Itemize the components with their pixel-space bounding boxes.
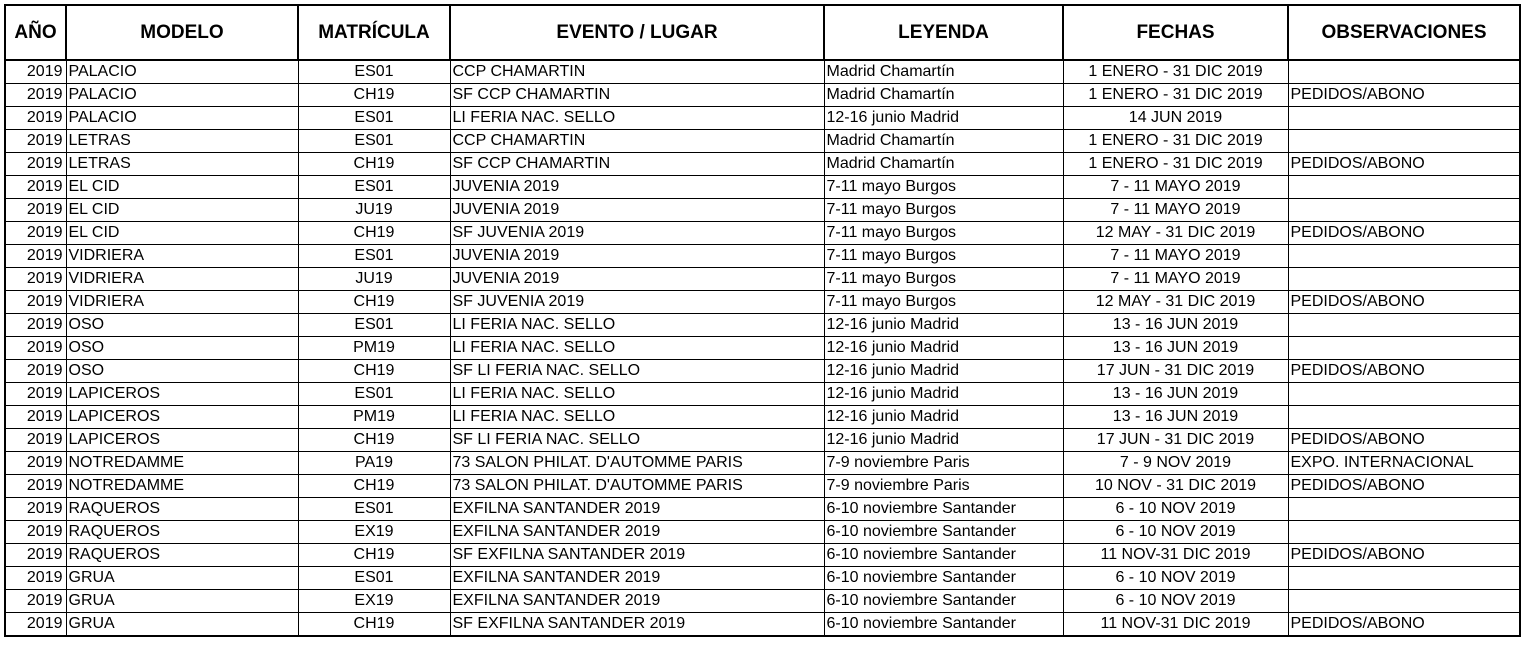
cell-leyenda: 6-10 noviembre Santander bbox=[824, 498, 1063, 521]
cell-evento: EXFILNA SANTANDER 2019 bbox=[450, 498, 824, 521]
cell-anio: 2019 bbox=[5, 360, 66, 383]
cell-anio: 2019 bbox=[5, 498, 66, 521]
cell-matricula: JU19 bbox=[298, 199, 450, 222]
table-row bbox=[5, 245, 1520, 268]
table-row bbox=[5, 107, 1520, 130]
cell-leyenda: 7-9 noviembre Paris bbox=[824, 452, 1063, 475]
cell-leyenda: 12-16 junio Madrid bbox=[824, 360, 1063, 383]
data-table bbox=[4, 4, 1521, 637]
cell-obs: PEDIDOS/ABONO bbox=[1288, 475, 1520, 498]
cell-fechas: 1 ENERO - 31 DIC 2019 bbox=[1063, 60, 1288, 84]
table-row bbox=[5, 429, 1520, 452]
cell-fechas: 13 - 16 JUN 2019 bbox=[1063, 383, 1288, 406]
cell-modelo: LAPICEROS bbox=[66, 406, 298, 429]
cell-evento: LI FERIA NAC. SELLO bbox=[450, 107, 824, 130]
cell-fechas: 12 MAY - 31 DIC 2019 bbox=[1063, 291, 1288, 314]
table-row bbox=[5, 613, 1520, 637]
cell-matricula: ES01 bbox=[298, 498, 450, 521]
cell-fechas: 7 - 11 MAYO 2019 bbox=[1063, 268, 1288, 291]
cell-anio: 2019 bbox=[5, 222, 66, 245]
cell-modelo: OSO bbox=[66, 337, 298, 360]
cell-matricula: EX19 bbox=[298, 590, 450, 613]
cell-fechas: 11 NOV-31 DIC 2019 bbox=[1063, 544, 1288, 567]
cell-matricula: CH19 bbox=[298, 429, 450, 452]
header-matricula: MATRÍCULA bbox=[298, 5, 450, 60]
cell-evento: CCP CHAMARTIN bbox=[450, 60, 824, 84]
cell-anio: 2019 bbox=[5, 613, 66, 637]
cell-evento: JUVENIA 2019 bbox=[450, 245, 824, 268]
table-row bbox=[5, 153, 1520, 176]
cell-anio: 2019 bbox=[5, 245, 66, 268]
cell-matricula: ES01 bbox=[298, 567, 450, 590]
cell-fechas: 17 JUN - 31 DIC 2019 bbox=[1063, 429, 1288, 452]
table-row bbox=[5, 567, 1520, 590]
cell-evento: SF JUVENIA 2019 bbox=[450, 291, 824, 314]
cell-matricula: EX19 bbox=[298, 521, 450, 544]
cell-obs bbox=[1288, 567, 1520, 590]
cell-fechas: 17 JUN - 31 DIC 2019 bbox=[1063, 360, 1288, 383]
cell-leyenda: Madrid Chamartín bbox=[824, 130, 1063, 153]
cell-evento: SF LI FERIA NAC. SELLO bbox=[450, 360, 824, 383]
cell-fechas: 6 - 10 NOV 2019 bbox=[1063, 521, 1288, 544]
cell-matricula: CH19 bbox=[298, 84, 450, 107]
cell-anio: 2019 bbox=[5, 291, 66, 314]
cell-leyenda: 12-16 junio Madrid bbox=[824, 314, 1063, 337]
cell-evento: SF EXFILNA SANTANDER 2019 bbox=[450, 544, 824, 567]
table-row bbox=[5, 291, 1520, 314]
cell-leyenda: 6-10 noviembre Santander bbox=[824, 613, 1063, 637]
cell-matricula: CH19 bbox=[298, 291, 450, 314]
table-row bbox=[5, 544, 1520, 567]
header-row bbox=[5, 5, 1520, 60]
cell-matricula: ES01 bbox=[298, 176, 450, 199]
cell-anio: 2019 bbox=[5, 406, 66, 429]
cell-fechas: 11 NOV-31 DIC 2019 bbox=[1063, 613, 1288, 637]
cell-fechas: 6 - 10 NOV 2019 bbox=[1063, 567, 1288, 590]
table-row bbox=[5, 199, 1520, 222]
cell-anio: 2019 bbox=[5, 590, 66, 613]
cell-modelo: LETRAS bbox=[66, 153, 298, 176]
cell-obs: PEDIDOS/ABONO bbox=[1288, 360, 1520, 383]
cell-matricula: ES01 bbox=[298, 245, 450, 268]
cell-anio: 2019 bbox=[5, 314, 66, 337]
cell-anio: 2019 bbox=[5, 60, 66, 84]
cell-evento: LI FERIA NAC. SELLO bbox=[450, 383, 824, 406]
cell-matricula: PA19 bbox=[298, 452, 450, 475]
cell-fechas: 1 ENERO - 31 DIC 2019 bbox=[1063, 84, 1288, 107]
cell-modelo: PALACIO bbox=[66, 107, 298, 130]
table-row bbox=[5, 475, 1520, 498]
cell-evento: SF LI FERIA NAC. SELLO bbox=[450, 429, 824, 452]
table-header bbox=[5, 5, 1520, 60]
cell-modelo: NOTREDAMME bbox=[66, 452, 298, 475]
cell-leyenda: Madrid Chamartín bbox=[824, 153, 1063, 176]
cell-evento: 73 SALON PHILAT. D'AUTOMME PARIS bbox=[450, 475, 824, 498]
cell-fechas: 6 - 10 NOV 2019 bbox=[1063, 498, 1288, 521]
header-observaciones: OBSERVACIONES bbox=[1288, 5, 1520, 60]
cell-matricula: JU19 bbox=[298, 268, 450, 291]
cell-anio: 2019 bbox=[5, 521, 66, 544]
table-row bbox=[5, 314, 1520, 337]
cell-obs bbox=[1288, 107, 1520, 130]
cell-obs: PEDIDOS/ABONO bbox=[1288, 153, 1520, 176]
cell-leyenda: 12-16 junio Madrid bbox=[824, 429, 1063, 452]
cell-obs bbox=[1288, 130, 1520, 153]
cell-leyenda: 12-16 junio Madrid bbox=[824, 337, 1063, 360]
cell-leyenda: 6-10 noviembre Santander bbox=[824, 567, 1063, 590]
cell-fechas: 12 MAY - 31 DIC 2019 bbox=[1063, 222, 1288, 245]
cell-leyenda: Madrid Chamartín bbox=[824, 84, 1063, 107]
cell-matricula: CH19 bbox=[298, 222, 450, 245]
table-row bbox=[5, 268, 1520, 291]
cell-modelo: LETRAS bbox=[66, 130, 298, 153]
cell-anio: 2019 bbox=[5, 84, 66, 107]
cell-fechas: 10 NOV - 31 DIC 2019 bbox=[1063, 475, 1288, 498]
cell-obs bbox=[1288, 199, 1520, 222]
cell-fechas: 1 ENERO - 31 DIC 2019 bbox=[1063, 153, 1288, 176]
cell-leyenda: 7-11 mayo Burgos bbox=[824, 176, 1063, 199]
cell-fechas: 1 ENERO - 31 DIC 2019 bbox=[1063, 130, 1288, 153]
cell-anio: 2019 bbox=[5, 475, 66, 498]
cell-modelo: RAQUEROS bbox=[66, 521, 298, 544]
cell-fechas: 14 JUN 2019 bbox=[1063, 107, 1288, 130]
cell-leyenda: 7-11 mayo Burgos bbox=[824, 199, 1063, 222]
cell-anio: 2019 bbox=[5, 567, 66, 590]
cell-leyenda: 12-16 junio Madrid bbox=[824, 383, 1063, 406]
header-anio: AÑO bbox=[5, 5, 66, 60]
table-row bbox=[5, 383, 1520, 406]
cell-matricula: CH19 bbox=[298, 475, 450, 498]
cell-fechas: 7 - 11 MAYO 2019 bbox=[1063, 199, 1288, 222]
cell-anio: 2019 bbox=[5, 199, 66, 222]
cell-evento: SF JUVENIA 2019 bbox=[450, 222, 824, 245]
cell-anio: 2019 bbox=[5, 176, 66, 199]
cell-modelo: VIDRIERA bbox=[66, 268, 298, 291]
cell-leyenda: 7-11 mayo Burgos bbox=[824, 268, 1063, 291]
cell-modelo: GRUA bbox=[66, 613, 298, 637]
cell-matricula: ES01 bbox=[298, 60, 450, 84]
table-row bbox=[5, 130, 1520, 153]
cell-matricula: PM19 bbox=[298, 337, 450, 360]
cell-evento: LI FERIA NAC. SELLO bbox=[450, 314, 824, 337]
cell-anio: 2019 bbox=[5, 337, 66, 360]
cell-modelo: GRUA bbox=[66, 590, 298, 613]
cell-anio: 2019 bbox=[5, 130, 66, 153]
cell-matricula: ES01 bbox=[298, 383, 450, 406]
table-row bbox=[5, 406, 1520, 429]
cell-evento: EXFILNA SANTANDER 2019 bbox=[450, 567, 824, 590]
cell-evento: 73 SALON PHILAT. D'AUTOMME PARIS bbox=[450, 452, 824, 475]
cell-anio: 2019 bbox=[5, 383, 66, 406]
header-fechas: FECHAS bbox=[1063, 5, 1288, 60]
cell-modelo: EL CID bbox=[66, 199, 298, 222]
cell-obs bbox=[1288, 176, 1520, 199]
cell-evento: SF CCP CHAMARTIN bbox=[450, 84, 824, 107]
cell-evento: EXFILNA SANTANDER 2019 bbox=[450, 521, 824, 544]
table-row bbox=[5, 60, 1520, 84]
cell-obs: PEDIDOS/ABONO bbox=[1288, 291, 1520, 314]
cell-obs bbox=[1288, 314, 1520, 337]
table-row bbox=[5, 521, 1520, 544]
cell-fechas: 7 - 11 MAYO 2019 bbox=[1063, 245, 1288, 268]
table-row bbox=[5, 360, 1520, 383]
table-row bbox=[5, 498, 1520, 521]
cell-obs bbox=[1288, 521, 1520, 544]
cell-matricula: CH19 bbox=[298, 360, 450, 383]
cell-obs: PEDIDOS/ABONO bbox=[1288, 613, 1520, 637]
cell-leyenda: 7-11 mayo Burgos bbox=[824, 222, 1063, 245]
cell-evento: LI FERIA NAC. SELLO bbox=[450, 337, 824, 360]
cell-matricula: ES01 bbox=[298, 130, 450, 153]
cell-anio: 2019 bbox=[5, 268, 66, 291]
cell-obs: PEDIDOS/ABONO bbox=[1288, 429, 1520, 452]
cell-leyenda: 7-9 noviembre Paris bbox=[824, 475, 1063, 498]
cell-modelo: EL CID bbox=[66, 222, 298, 245]
cell-modelo: OSO bbox=[66, 360, 298, 383]
cell-obs bbox=[1288, 498, 1520, 521]
cell-modelo: VIDRIERA bbox=[66, 291, 298, 314]
cell-matricula: ES01 bbox=[298, 314, 450, 337]
cell-modelo: OSO bbox=[66, 314, 298, 337]
cell-evento: LI FERIA NAC. SELLO bbox=[450, 406, 824, 429]
cell-obs bbox=[1288, 245, 1520, 268]
cell-fechas: 13 - 16 JUN 2019 bbox=[1063, 337, 1288, 360]
cell-obs bbox=[1288, 60, 1520, 84]
cell-anio: 2019 bbox=[5, 544, 66, 567]
table-row bbox=[5, 222, 1520, 245]
cell-obs bbox=[1288, 383, 1520, 406]
cell-modelo: PALACIO bbox=[66, 84, 298, 107]
cell-obs: EXPO. INTERNACIONAL bbox=[1288, 452, 1520, 475]
cell-evento: EXFILNA SANTANDER 2019 bbox=[450, 590, 824, 613]
cell-matricula: ES01 bbox=[298, 107, 450, 130]
table-row bbox=[5, 337, 1520, 360]
cell-modelo: EL CID bbox=[66, 176, 298, 199]
table-row bbox=[5, 84, 1520, 107]
cell-modelo: LAPICEROS bbox=[66, 383, 298, 406]
cell-evento: SF EXFILNA SANTANDER 2019 bbox=[450, 613, 824, 637]
table-body bbox=[5, 60, 1520, 636]
cell-modelo: NOTREDAMME bbox=[66, 475, 298, 498]
cell-evento: JUVENIA 2019 bbox=[450, 268, 824, 291]
cell-evento: JUVENIA 2019 bbox=[450, 199, 824, 222]
cell-obs: PEDIDOS/ABONO bbox=[1288, 544, 1520, 567]
cell-obs: PEDIDOS/ABONO bbox=[1288, 222, 1520, 245]
cell-leyenda: 12-16 junio Madrid bbox=[824, 406, 1063, 429]
cell-anio: 2019 bbox=[5, 107, 66, 130]
cell-modelo: RAQUEROS bbox=[66, 544, 298, 567]
cell-leyenda: 7-11 mayo Burgos bbox=[824, 291, 1063, 314]
cell-leyenda: 6-10 noviembre Santander bbox=[824, 590, 1063, 613]
cell-obs: PEDIDOS/ABONO bbox=[1288, 84, 1520, 107]
cell-fechas: 6 - 10 NOV 2019 bbox=[1063, 590, 1288, 613]
cell-leyenda: 12-16 junio Madrid bbox=[824, 107, 1063, 130]
cell-matricula: CH19 bbox=[298, 153, 450, 176]
header-leyenda: LEYENDA bbox=[824, 5, 1063, 60]
cell-anio: 2019 bbox=[5, 153, 66, 176]
cell-anio: 2019 bbox=[5, 429, 66, 452]
cell-anio: 2019 bbox=[5, 452, 66, 475]
cell-fechas: 7 - 11 MAYO 2019 bbox=[1063, 176, 1288, 199]
cell-leyenda: 7-11 mayo Burgos bbox=[824, 245, 1063, 268]
cell-modelo: PALACIO bbox=[66, 60, 298, 84]
cell-leyenda: 6-10 noviembre Santander bbox=[824, 544, 1063, 567]
header-modelo: MODELO bbox=[66, 5, 298, 60]
cell-leyenda: Madrid Chamartín bbox=[824, 60, 1063, 84]
cell-fechas: 7 - 9 NOV 2019 bbox=[1063, 452, 1288, 475]
cell-leyenda: 6-10 noviembre Santander bbox=[824, 521, 1063, 544]
cell-matricula: PM19 bbox=[298, 406, 450, 429]
cell-modelo: LAPICEROS bbox=[66, 429, 298, 452]
table-row bbox=[5, 176, 1520, 199]
cell-obs bbox=[1288, 406, 1520, 429]
cell-evento: CCP CHAMARTIN bbox=[450, 130, 824, 153]
table-row bbox=[5, 590, 1520, 613]
cell-matricula: CH19 bbox=[298, 544, 450, 567]
header-evento-lugar: EVENTO / LUGAR bbox=[450, 5, 824, 60]
cell-matricula: CH19 bbox=[298, 613, 450, 637]
cell-obs bbox=[1288, 337, 1520, 360]
cell-modelo: RAQUEROS bbox=[66, 498, 298, 521]
cell-fechas: 13 - 16 JUN 2019 bbox=[1063, 406, 1288, 429]
cell-obs bbox=[1288, 268, 1520, 291]
table-row bbox=[5, 452, 1520, 475]
cell-evento: SF CCP CHAMARTIN bbox=[450, 153, 824, 176]
cell-evento: JUVENIA 2019 bbox=[450, 176, 824, 199]
cell-modelo: VIDRIERA bbox=[66, 245, 298, 268]
cell-modelo: GRUA bbox=[66, 567, 298, 590]
cell-obs bbox=[1288, 590, 1520, 613]
cell-fechas: 13 - 16 JUN 2019 bbox=[1063, 314, 1288, 337]
